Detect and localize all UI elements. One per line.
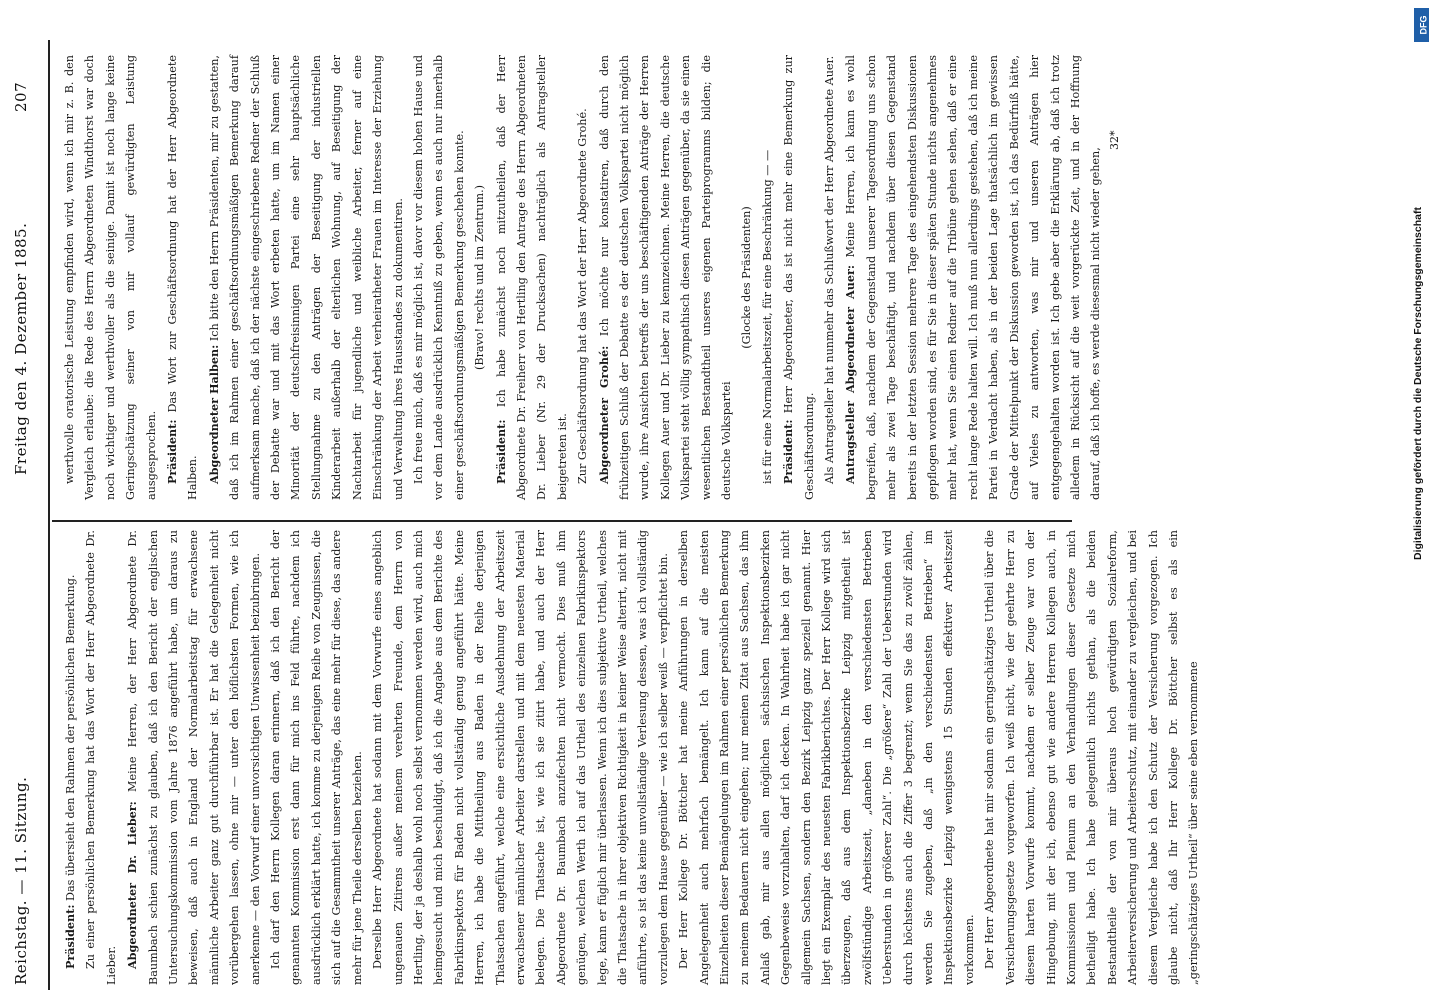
paragraph-text: Derselbe Herr Abgeordnete hat sodann mit dem Vorwurfe eines angeblich ungenauen Zitirens außer meinem verehrten Freunde, dem Herrn von Hertling, der ja deshalb wohl noch selbst vernommen werden wird, auch mich heimgesucht und mich beschuldigt, daß ich die Angabe aus dem Berichte des Fabrikinspektors für Baden nicht vollständig genug angeführt hätte. Meine Herren, ich habe die Mittheilung aus Baden in der Reihe derjenigen Thatsachen angeführt, welche eine ersichtliche Ausdehnung der Arbeitszeit erwachsener männlicher Arbeiter darstellen und mit dem neuesten Material belegen. Die Thatsache ist, wie ich sie zitirt habe, und auch der Herr Abgeordnete Dr. Baumbach anzufechten nicht vermocht. Dies muß ihm genügen, welchen Werth ich auf das Urtheil des einzelnen Fabrikinspektors lege, kann er füglich mir überlassen. Wenn ich dies subjektive Urtheil, welches die Thatsache in ihrer objektiven Richtigkeit in keiner Weise alterirt, nicht mit anführte, so ist das keine unvollständige Verlesung dessen, was ich vollständig vorzulegen dem Hause gegenüber — wie ich selber weiß — verpflichtet bin.	[371, 530, 670, 985]
paragraph-text: Herr Abgeordneter, das ist nicht mehr eine Bemerkung zur Geschäftsordnung.	[782, 55, 816, 500]
paragraph-text: Meine Herren, ich kann es wohl begreifen, daß, nachdem der Gegenstand unserer Tagesordnung uns schon mehr als zwei Tage beschäftigt, und nachdem über diesen Gegenstand bereits in der letzten Session mehrere Tage des eingehendsten Diskussionen gepflogen worden sind, es für Sie in dieser späten Stunde nichts angenehmes mehr hat, wenn Sie einen Redner auf die Tribüne gehen sehen, daß er eine recht lange Rede halten will. Ich muß nun allerdings gestehen, daß ich meine Partei in Verdacht haben, als in der beiden Lage thatsächlich im gewissen Grade der Mittelpunkt der Diskussion geworden ist, ich das Bedürfniß hätte, auf Vieles zu antworten, was mir und unseren Anträgen hier entgegengehalten worden ist. Ich gebe aber die Erklärung ab, daß ich trotz alledem in Rücksicht auf die weit vorgerückte Zeit, und in der Hoffnung darauf, daß ich hoffe, es werde diesesmal nicht wieder gehen,	[844, 54, 1103, 500]
speech-paragraph	[122, 530, 266, 985]
speaker-name: Präsident:	[781, 419, 796, 484]
paragraph	[573, 55, 593, 500]
header-rule	[48, 40, 50, 990]
column-divider	[52, 520, 1072, 522]
paragraph-text: Zur Geschäftsordnung hat das Wort der Herr Abgeordnete Grohé.	[576, 108, 590, 484]
paragraph-text: werthvolle oratorische Leistung empfinden wird, wenn ich mir z. B. den Vergleich erlaube: die Rede des Herrn Abgeordneten Windthorst war doch noch wichtiger und werthvoller als die seinige. Damit ist noch lange keine Geringschätzung seiner von mir vollauf gewürdigten Leistung ausgesprochen.	[63, 55, 158, 500]
paragraph-text: Ich möchte nur konstatiren, daß durch den frühzeitigen Schluß der Debatte es der deutschen Volkspartei nicht möglich wurde, ihre Ansichten betreffs der uns beschäftigenden Anträge der Herren Kollegen Auer und Dr. Lieber zu kennzeichnen. Meine Herren, die deutsche Volkspartei steht völlig sympathisch diesen Anträgen gegenüber, da sie einen wesentlichen Bestandtheil unseres eigenen Parteiprogramms bilden; die deutsche Volkspartei	[597, 55, 733, 500]
paragraph	[820, 55, 840, 500]
column-left	[60, 530, 1201, 985]
speaker-name: Antragsteller Abgeordneter Auer:	[843, 265, 858, 484]
dfg-logo	[1414, 8, 1429, 42]
paragraph	[674, 530, 980, 985]
paragraph	[758, 55, 778, 500]
speech-paragraph	[204, 55, 409, 500]
paragraph	[368, 530, 674, 985]
paragraph-text: Der Herr Kollege Dr. Böttcher hat meine Anführungen in derselben Angelegenheit auch mehrfach bemängelt. Ich kann auf die meisten Einzelheiten dieser Bemängelungen im Rahmen einer persönlichen Bemerkung zu meinem Bedauern nicht eingehen; nur meinen Zitat aus Sachsen, das ihm Anlaß gab, mir aus allen möglichen sächsischen Inspektionsbezirken Gegenbeweise vorzuhalten, darf ich decken. In Wahrheit habe ich gar nicht allgemein Sachsen, sondern den Bezirk Leipzig ganz speziell genannt. Hier liegt ein Exemplar des neuesten Fabrikberichtes. Der Herr Kollege wird sich überzeugen, daß aus dem Inspektionsbezirke Leipzig mitgetheilt ist zwölfstündige Arbeitszeit, „daneben in den verschiedensten Betrieben Ueberstunden in größerer Zahl“. Die „größere“ Zahl der Ueberstunden wird durch höchstens auch die Ziffer 3 begrenzt; wenn Sie das zu zwölf zählen, werden Sie zugeben, daß „in den verschiedensten Betrieben“ im Inspektionsbezirke Leipzig wenigstens 15 Stunden effektiver Arbeitszeit vorkommen.	[677, 530, 976, 985]
column-right	[60, 54, 1103, 500]
speaker-name: Präsident:	[493, 419, 508, 484]
paragraph-text: Das übersieht den Rahmen der persönlichen Bemerkung.	[64, 574, 77, 905]
dfg-logo-text: DFG	[1418, 15, 1429, 35]
digitization-credit: Digitalisierung gefördert durch die Deutsche Forschungsgemeinschaft	[1412, 207, 1424, 560]
paragraph-text: Als Antragsteller hat nunmehr das Schlußwort der Herr Abgeordnete Auer.	[823, 55, 837, 484]
paragraph-text: Der Herr Abgeordnete hat mir sodann ein geringschätziges Urtheil über die Versicherungsgesetze vorgeworfen. Ich weiß nicht, wie der geehrte Herr zu diesem harten Vorwurfe kommt, nachdem er selber Zeuge war von der Hingebung, mit der ich, ebenso gut wie andere Herren Kollegen auch, in Kommissionen und Plenum an den Verhandlungen dieser Gesetze mich betheiligt habe. Ich habe gelegentlich nichts gethan, als die beiden Bestandtheile der von mir überaus hoch gewürdigten Sozialreform, Arbeiterversicherung und Arbeiterschutz, mit einander zu vergleichen, und bei diesem Vergleiche habe ich den Schutz der Versicherung vorgezogen. Ich glaube nicht, daß Ihr Herr Kollege Dr. Böttcher selbst es als ein „geringschätziges Urtheil“ über seine eben vernommene	[983, 530, 1201, 985]
paragraph	[737, 55, 757, 500]
speech-paragraph	[594, 55, 738, 500]
signature-mark: 32*	[1108, 130, 1121, 150]
speech-paragraph	[840, 55, 1106, 500]
paragraph-text: Das Wort zur Geschäftsordnung hat der Herr Abgeordnete Halben.	[166, 55, 200, 500]
running-header-left: Reichstag. — 11. Sitzung.	[12, 776, 30, 985]
speech-paragraph	[162, 55, 204, 500]
speech-paragraph	[60, 530, 81, 985]
speaker-name: Abgeordneter Dr. Lieber:	[125, 801, 140, 969]
paragraph-text: Ich freue mich, daß es mir möglich ist, davor vor diesem hohen Hause und vor dem Lande ausdrücklich Kenntniß zu geben, wenn es auch nur innerhalb einer geschäftsordnungsmäßigen Bemerkung geschehen konnte.	[411, 55, 466, 500]
paragraph	[409, 55, 470, 500]
paragraph	[60, 55, 162, 500]
page-number: 207	[12, 81, 30, 112]
speaker-name: Abgeordneter Grohé:	[596, 345, 611, 484]
speaker-name: Abgeordneter Halben:	[206, 344, 221, 484]
paragraph-text: Zu einer persönlichen Bemerkung hat das Wort der Herr Abgeordnete Dr. Lieber.	[84, 530, 118, 985]
paragraph-text: Meine Herren, der Herr Abgeordnete Dr. Baumbach schien zunächst zu glauben, daß ich den Bericht der englischen Untersuchungskommission vom Jahre 1876 angeführt habe, um daraus zu beweisen, daß auch in England der Normalarbeitstag für erwachsene männliche Arbeiter ganz gut durchführbar ist. Er hat die Gelegenheit nicht vorübergehen lassen, ohne mir — unter den höflichsten Formen, wie ich anerkenne — den Vorwurf einer unvorsichtigen Unwissenheit beizubringen.	[126, 530, 262, 985]
speech-paragraph	[778, 55, 820, 500]
speech-paragraph	[491, 55, 574, 500]
paragraph-text: Ich habe zunächst noch mitzutheilen, daß der Herr Abgeordnete Dr. Freiherr von Hertling den Antrage des Herrn Abgeordneten Dr. Lieber (Nr. 29 der Drucksachen) nachträglich als Antragsteller beigetreten ist.	[494, 55, 569, 500]
speaker-name: Präsident:	[63, 904, 77, 969]
paragraph-text: ist für eine Normalarbeitszeit, für eine Beschränkung — —	[760, 149, 774, 484]
paragraph-text: Ich darf den Herrn Kollegen daran erinnern, daß ich den Bericht der genannten Kommission erst dann für mich ins Feld führte, nachdem ich ausdrücklich erklärt hatte, ich komme zu derjenigen Reihe von Zeugnissen, die sich auf die Gesammtheit unserer Anträge, das eine mehr für diese, das andere mehr für jene Theile derselben beziehen.	[269, 530, 364, 985]
paragraph	[266, 530, 368, 985]
running-header-date: Freitag den 4. Dezember 1885.	[12, 222, 30, 475]
paragraph-text: (Glocke des Präsidenten)	[740, 206, 754, 349]
paragraph-text: (Bravo! rechts und im Zentrum.)	[473, 185, 487, 370]
paragraph-text: Ich bitte den Herrn Präsidenten, mir zu gestatten, daß ich im Rahmen einer geschäftsordnungsmäßigen Bemerkung darauf aufmerksam mache, daß ich der nächste eingeschriebene Redner der Schluß der Debatte war und mit das Wort erbeten hatte, um im Namen einer Minorität der deutschfreisinnigen Partei eine sehr hauptsächliche Stellungnahme zu den Anträgen der Beseitigung der industriellen Kinderarbeit außerhalb der elterlichen Wohnung, auf Beseitigung der Nachtarbeit für jugendliche und weibliche Arbeiter, ferner auf eine Einschränkung der Arbeit verheiratheter Frauen im Interesse der Erziehung und Verwaltung ihres Hausstandes zu dokumentiren.	[207, 55, 405, 500]
speaker-name: Präsident:	[165, 419, 180, 484]
paragraph	[470, 55, 490, 500]
paragraph	[980, 530, 1204, 985]
paragraph	[81, 530, 122, 985]
